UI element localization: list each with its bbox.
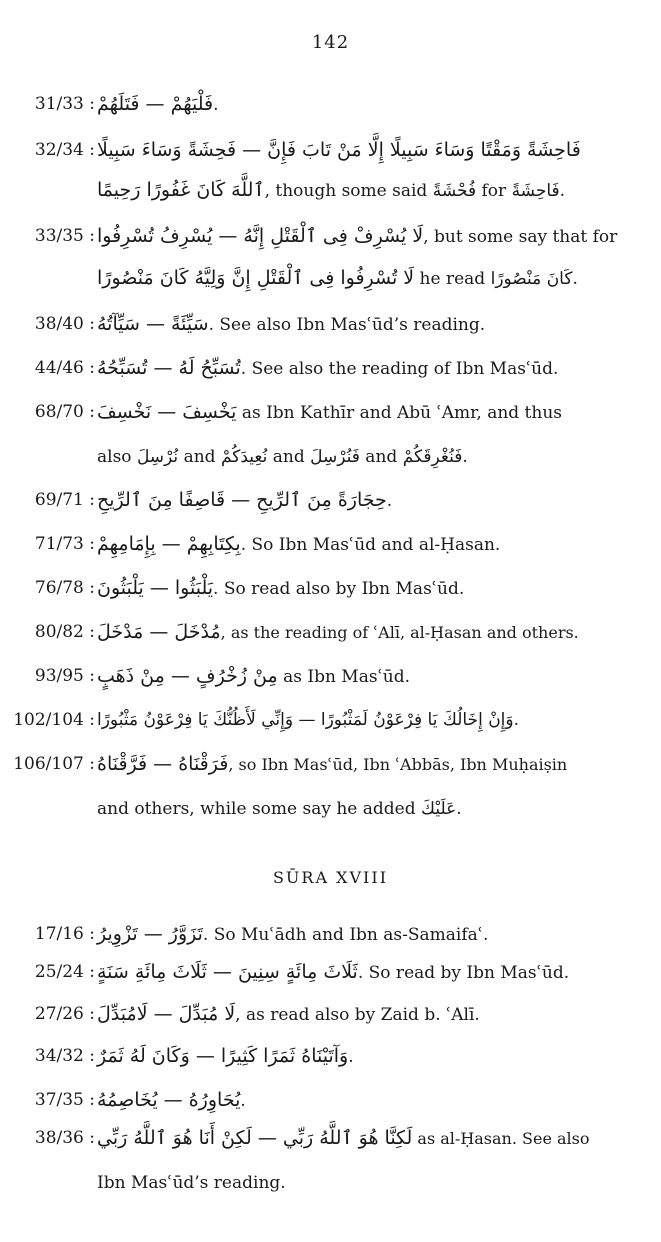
arabic-text: بِكِتَابِهِمْ — بِإِمَامِهِمْ	[97, 533, 241, 555]
arabic-text: ٱللَّهَ كَانَ غَفُورًا رَحِيمًا	[97, 179, 265, 201]
english-text: , as the reading of ʿAlī, al-Ḥasan and others.	[220, 623, 579, 642]
entry-line	[97, 920, 488, 949]
entry-line	[97, 136, 581, 165]
arabic-text: ثَلَاثَ مِائَةٍ سِنِينَ — ثَلَاثَ مِائَةِ سَنَةٍ	[97, 961, 358, 983]
english-text: as al-Ḥasan. See also	[412, 1129, 590, 1148]
entry-line	[97, 90, 219, 119]
english-text: , so Ibn Masʿūd, Ibn ʿAbbās, Ibn Muḥaiṣin	[228, 755, 568, 774]
verse-ref: 102/104 :	[13, 710, 95, 730]
arabic-text: يَخْسِفَ — نَخْسِفَ	[97, 401, 237, 423]
entry-line	[97, 662, 410, 691]
english-text: .	[240, 1091, 246, 1111]
english-text: .	[513, 710, 520, 730]
entry-line	[97, 530, 500, 559]
arabic-text: فَرَقْنَاهُ — فَرَّقْنَاهُ	[97, 753, 229, 775]
verse-ref: 31/33 :	[34, 94, 95, 114]
verse-ref: 44/46 :	[34, 358, 95, 378]
english-text: as Ibn Kathīr and Abū ʿAmr, and thus	[236, 403, 563, 423]
english-text: he read كَانَ مَنْصُورًا.	[414, 269, 578, 289]
verse-ref: 17/16 :	[34, 924, 95, 944]
verse-ref: 106/107 :	[13, 754, 95, 774]
arabic-text: لَا يُسْرِفْ فِى ٱلْقَتْلِ إِنَّهُ — يُسْرِفُ تُسْرِفُوا	[97, 225, 424, 247]
entry-line	[97, 618, 579, 647]
arabic-text: فَاحِشَةً وَمَقْتًا وَسَاءَ سَبِيلًا إِلَّا مَنْ تَابَ فَإِنَّ — فَحِشَةً وَسَاءَ سَبِيلًا	[97, 139, 581, 161]
entry-line	[97, 794, 462, 823]
verse-ref: 80/82 :	[34, 622, 95, 642]
arabic-text: لَا تُسْرِفُوا فِى ٱلْقَتْلِ إِنَّ وَلِيَّهُ كَانَ مَنْصُورًا	[97, 267, 415, 289]
verse-ref: 76/78 :	[34, 578, 95, 598]
arabic-text: تَزَوَّرُ — تَزْوِيرُ	[97, 923, 203, 945]
verse-ref: 37/35 :	[34, 1090, 95, 1110]
entry-line	[97, 1086, 246, 1115]
arabic-text: وَآتَيْنَاهُ ثَمَرًا كَثِيرًا — وَكَانَ لَهُ ثَمَرٌ	[97, 1045, 349, 1067]
english-text: and others, while some say he added عَلَيْكَ.	[97, 799, 462, 819]
entry-line	[97, 1124, 590, 1153]
entry-line	[97, 1042, 354, 1071]
entry-line	[97, 574, 464, 603]
english-text: , as read also by Zaid b. ʿAlī.	[235, 1005, 480, 1025]
verse-ref: 38/40 :	[34, 314, 95, 334]
entry-line	[97, 1168, 286, 1197]
verse-ref: 25/24 :	[34, 962, 95, 982]
verse-ref: 68/70 :	[34, 402, 95, 422]
entry-line	[97, 1000, 480, 1029]
english-text: . See also the reading of Ibn Masʿūd.	[240, 359, 559, 379]
arabic-text: سَيِّئَةً — سَيِّآتُهُ	[97, 313, 209, 335]
verse-ref: 69/71 :	[34, 490, 95, 510]
verse-ref: 32/34 :	[34, 140, 95, 160]
section-title: SŪRA XVIII	[272, 868, 389, 887]
english-text: .	[348, 1047, 354, 1067]
arabic-text: لَكِنَّا هُوَ ٱللَّهُ رَبِّي — لَكِنْ أَنَا هُوَ ٱللَّهُ رَبِّي	[97, 1127, 413, 1149]
english-text: . So read by Ibn Masʿūd.	[357, 963, 570, 983]
verse-ref: 38/36 :	[34, 1128, 95, 1148]
english-text: , but some say that for	[423, 227, 618, 247]
arabic-text: لَا مُبَدِّلَ — لَامُبَدِّلَ	[97, 1003, 236, 1025]
entry-line	[97, 222, 617, 251]
english-text: Ibn Masʿūd’s reading.	[97, 1173, 286, 1193]
page-number: 142	[311, 32, 350, 53]
entry-line	[97, 442, 468, 471]
entry-line	[97, 310, 485, 339]
verse-ref: 33/35 :	[34, 226, 95, 246]
verse-ref: 93/95 :	[34, 666, 95, 686]
english-text: .	[213, 95, 219, 115]
english-text: . So read also by Ibn Masʿūd.	[213, 579, 465, 599]
arabic-text: حِجَارَةً مِنَ ٱلرِّيحِ — قَاصِفًا مِنَ ٱلرِّيحِ	[97, 489, 387, 511]
entry-line	[97, 354, 558, 383]
english-text: .	[386, 491, 393, 511]
arabic-text: فَلْيَهُمْ — فَتَلَهُمْ	[97, 93, 214, 115]
entry-line	[97, 398, 562, 427]
entry-line	[97, 706, 519, 734]
entry-line	[97, 486, 392, 515]
arabic-text: مِنْ زُخْرُفٍ — مِنْ ذَهَبٍ	[97, 665, 278, 687]
english-text: also نُرْسِلَ and نُعِيدَكُمْ and فَنُرْسِلَ and فَنُغْرِقَكُمْ.	[97, 447, 468, 467]
verse-ref: 71/73 :	[34, 534, 95, 554]
arabic-text: يَلْبَثُوا — يَلْبَثُونَ	[97, 577, 214, 599]
verse-ref: 34/32 :	[34, 1046, 95, 1066]
english-text: . So Ibn Masʿūd and al-Ḥasan.	[240, 535, 501, 555]
entry-line	[97, 176, 565, 205]
arabic-text: يُحَاوِرُهُ — يُخَاصِمُهُ	[97, 1089, 241, 1111]
arabic-text: وَإِنْ إِخَالُكَ يَا فِرْعَوْنُ لَمَثْبُورًا — وَإِنِّي لَأَظُنُّكَ يَا فِرْعَوْنُ مَثْبُورًا	[97, 710, 514, 730]
verse-ref: 27/26 :	[34, 1004, 95, 1024]
entry-line	[97, 958, 569, 987]
english-text: as Ibn Masʿūd.	[277, 667, 411, 687]
english-text: . So Muʿādh and Ibn as-Samaifaʿ.	[202, 925, 489, 945]
arabic-text: مُدْخَلَ — مَدْخَلَ	[97, 621, 221, 643]
entry-line	[97, 264, 578, 293]
english-text: . See also Ibn Masʿūd’s reading.	[208, 315, 486, 335]
entry-line	[97, 750, 567, 779]
arabic-text: تُسَبِّحُ لَهُ — تُسَبِّحُهُ	[97, 357, 241, 379]
english-text: , though some said فُحْشَةً for فَاحِشَةً.	[264, 181, 566, 201]
